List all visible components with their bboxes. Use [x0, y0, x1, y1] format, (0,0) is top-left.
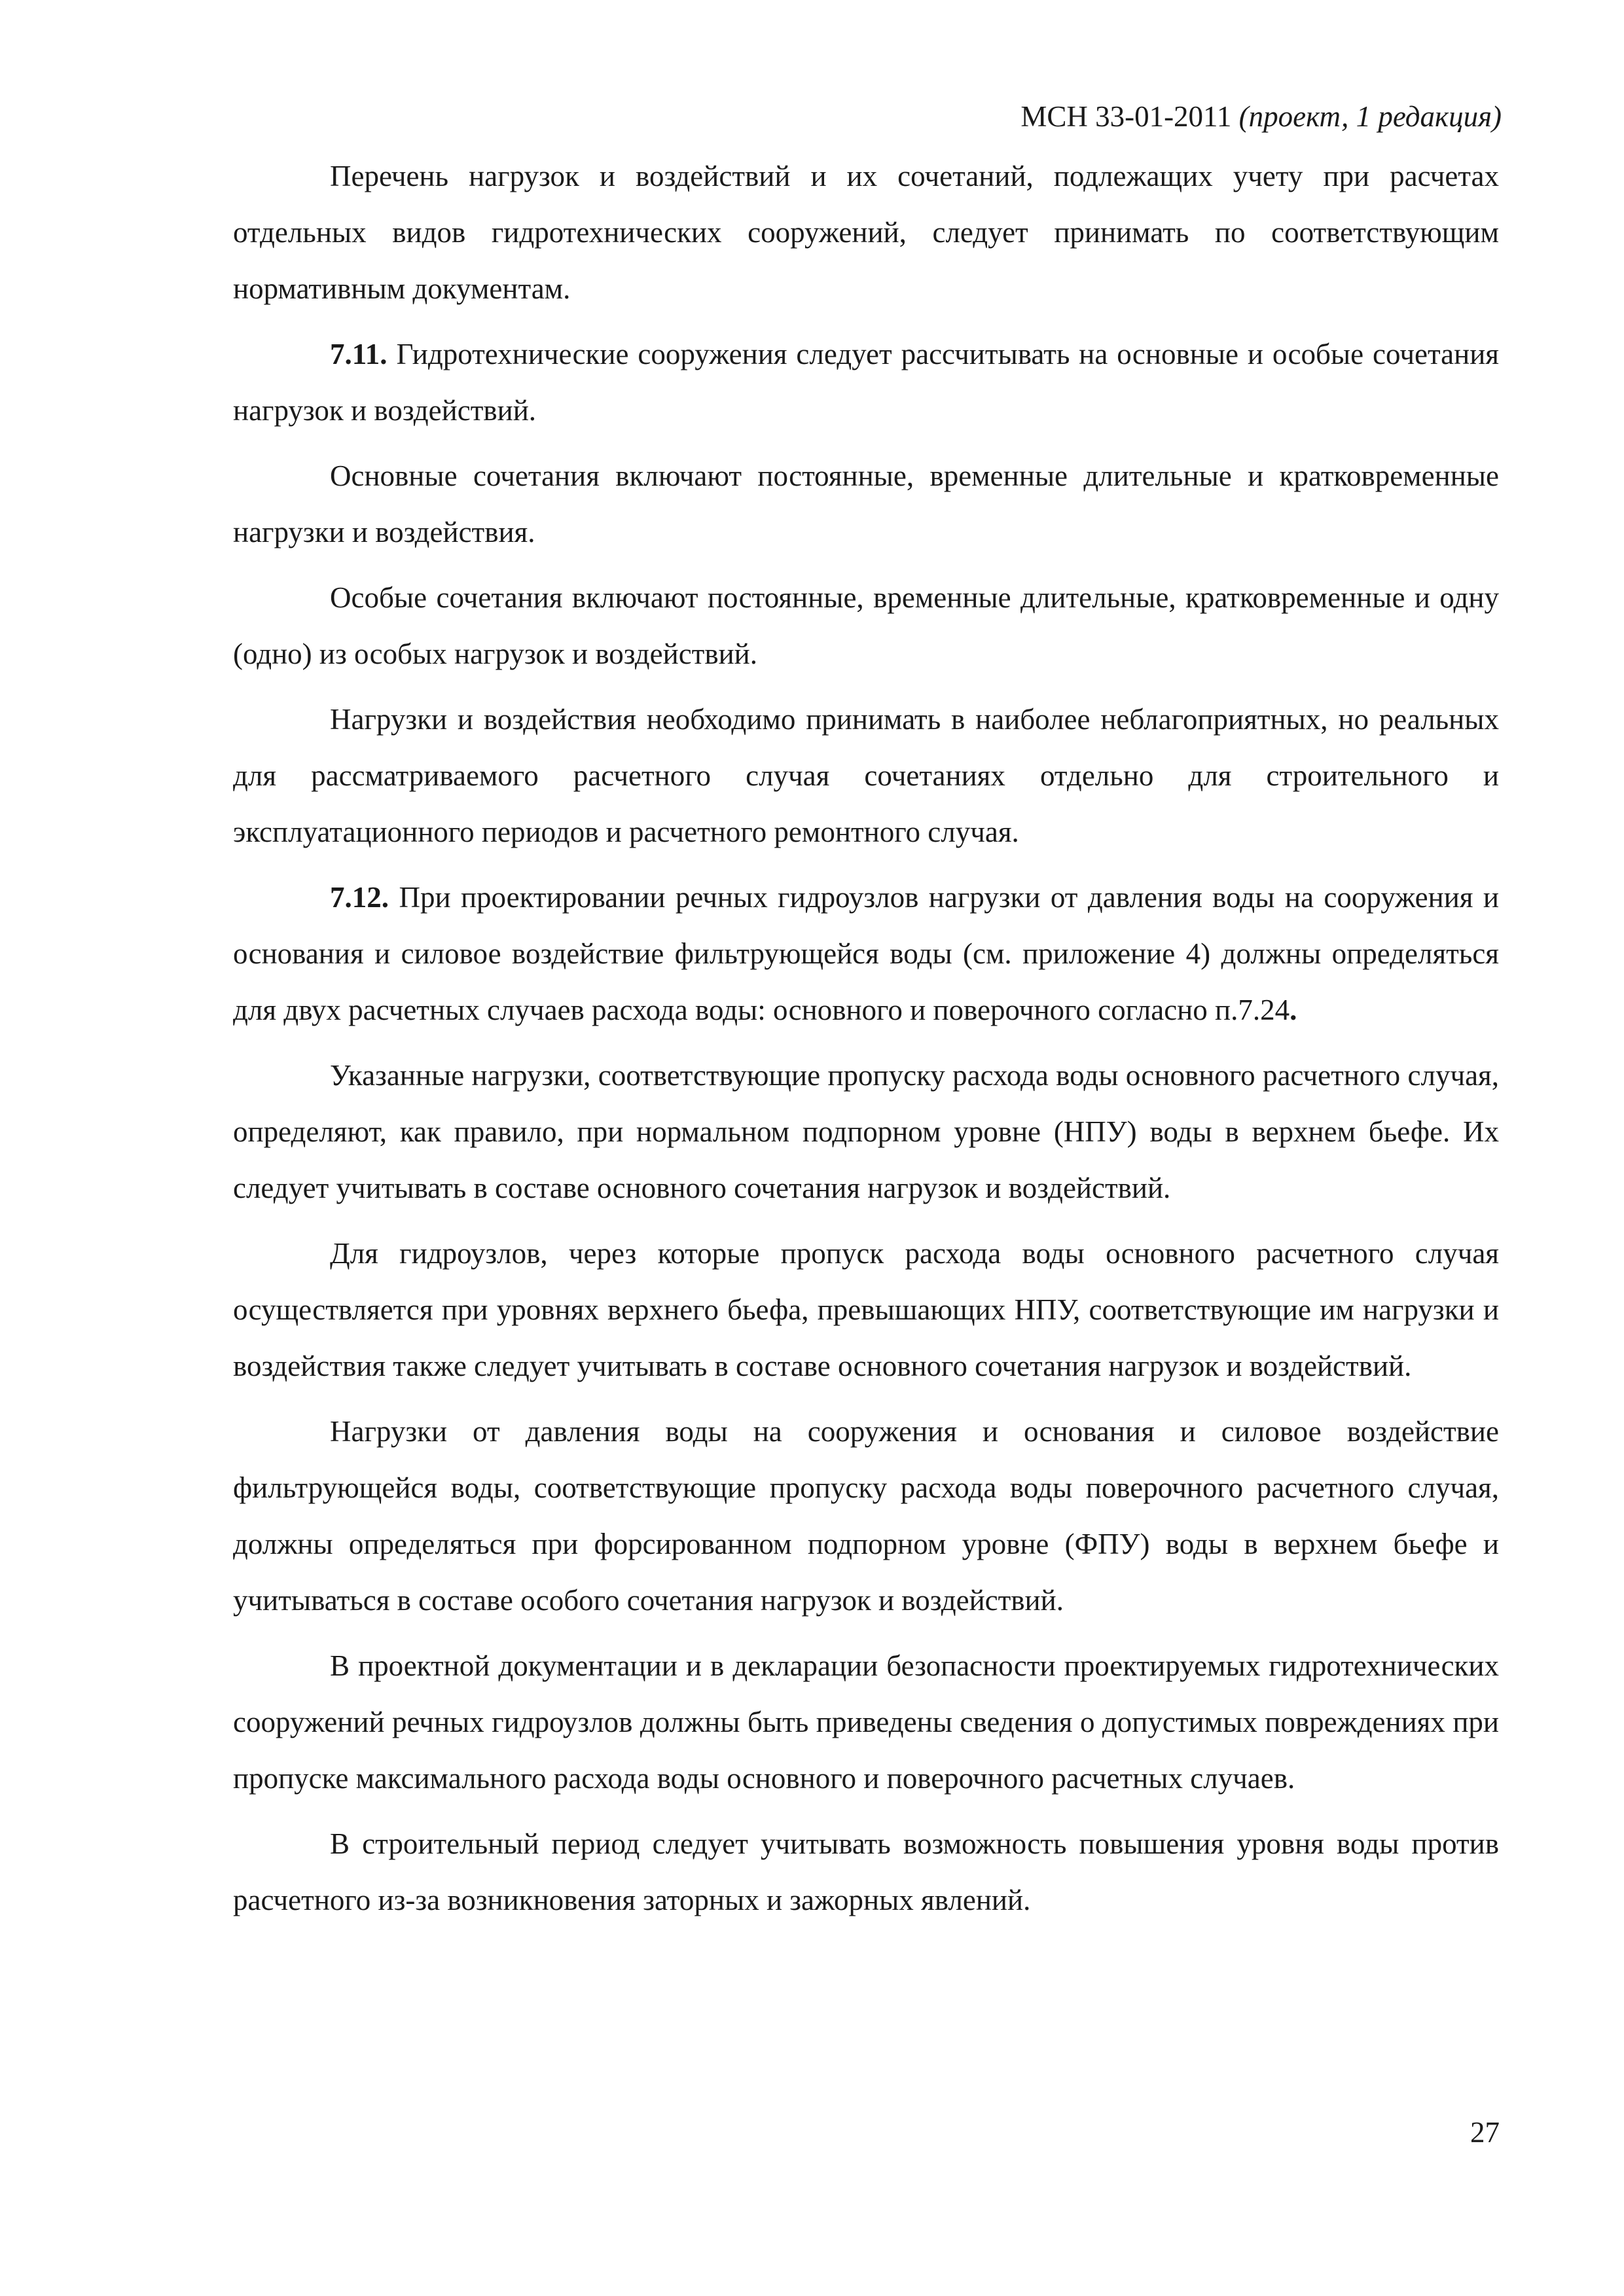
paragraph-text: Для гидроузлов, через которые пропуск расхода воды основного расчетного случая осуществляется при уровнях верхнего бьефа, превышающих НПУ, соответствующие им нагрузки и воздействия также следует учитывать в составе основного сочетания нагрузок и воздействий.: [233, 1237, 1499, 1382]
page-number: 27: [1470, 2116, 1500, 2149]
document-status: (проект, 1 редакция): [1238, 100, 1502, 133]
document-code: МСН 33-01-2011: [1020, 100, 1232, 133]
paragraph-text: Гидротехнические сооружения следует рассчитывать на основные и особые сочетания нагрузок и воздействий.: [233, 338, 1499, 427]
paragraph-text: Особые сочетания включают постоянные, временные длительные, кратковременные и одну (одно) из особых нагрузок и воздействий.: [233, 581, 1499, 670]
paragraph-text: При проектировании речных гидроузлов нагрузки от давления воды на сооружения и основания и силовое воздействие фильтрующейся воды (см. приложение 4) должны определяться для двух расчетных случаев расхода воды: основного и поверочного согласно п.7.24: [233, 881, 1500, 1026]
paragraph-text: Основные сочетания включают постоянные, временные длительные и кратковременные нагрузки и воздействия.: [233, 459, 1499, 548]
paragraph-text: Указанные нагрузки, соответствующие пропуску расхода воды основного расчетного случая, определяют, как правило, при нормальном подпорном уровне (НПУ) воды в верхнем бьефе. Их следует учитывать в составе основного сочетания нагрузок и воздействий.: [233, 1059, 1499, 1204]
paragraph-text: Нагрузки от давления воды на сооружения и основания и силовое воздействие фильтрующейся воды, соответствующие пропуску расхода воды поверочного расчетного случая, должны определяться при форсированном подпорном уровне (ФПУ) воды в верхнем бьефе и учитываться в составе особого сочетания нагрузок и воздействий.: [233, 1415, 1499, 1617]
running-header: [1020, 97, 1502, 136]
paragraph-text: Нагрузки и воздействия необходимо принимать в наиболее неблагоприятных, но реальных для рассматриваемого расчетного случая сочетаниях отдельно для строительного и эксплуатационного периодов и расчетного ремонтного случая.: [233, 703, 1499, 848]
paragraph-trailing-dot: .: [1290, 994, 1297, 1026]
paragraph: [233, 569, 1499, 682]
clause-number: 7.12.: [330, 881, 389, 914]
paragraph: [233, 148, 1499, 317]
paragraph: [233, 448, 1499, 560]
paragraph-text: Перечень нагрузок и воздействий и их сочетаний, подлежащих учету при расчетах отдельных видов гидротехнических сооружений, следует принимать по соответствующим нормативным документам.: [233, 160, 1499, 305]
paragraph: [233, 1403, 1499, 1628]
clause-number: 7.11.: [330, 338, 388, 370]
clause-7-11: [233, 326, 1499, 439]
paragraph: [233, 1225, 1499, 1394]
paragraph: [233, 1816, 1499, 1928]
clause-7-12: [233, 869, 1499, 1038]
body-text: [233, 148, 1499, 1937]
paragraph: [233, 1047, 1499, 1216]
paragraph: [233, 691, 1499, 860]
paragraph-text: В строительный период следует учитывать возможность повышения уровня воды против расчетного из-за возникновения заторных и зажорных явлений.: [233, 1827, 1499, 1916]
paragraph-text: В проектной документации и в декларации безопасности проектируемых гидротехнических сооружений речных гидроузлов должны быть приведены сведения о допустимых повреждениях при пропуске максимального расхода воды основного и поверочного расчетных случаев.: [233, 1649, 1499, 1795]
paragraph: [233, 1638, 1499, 1806]
